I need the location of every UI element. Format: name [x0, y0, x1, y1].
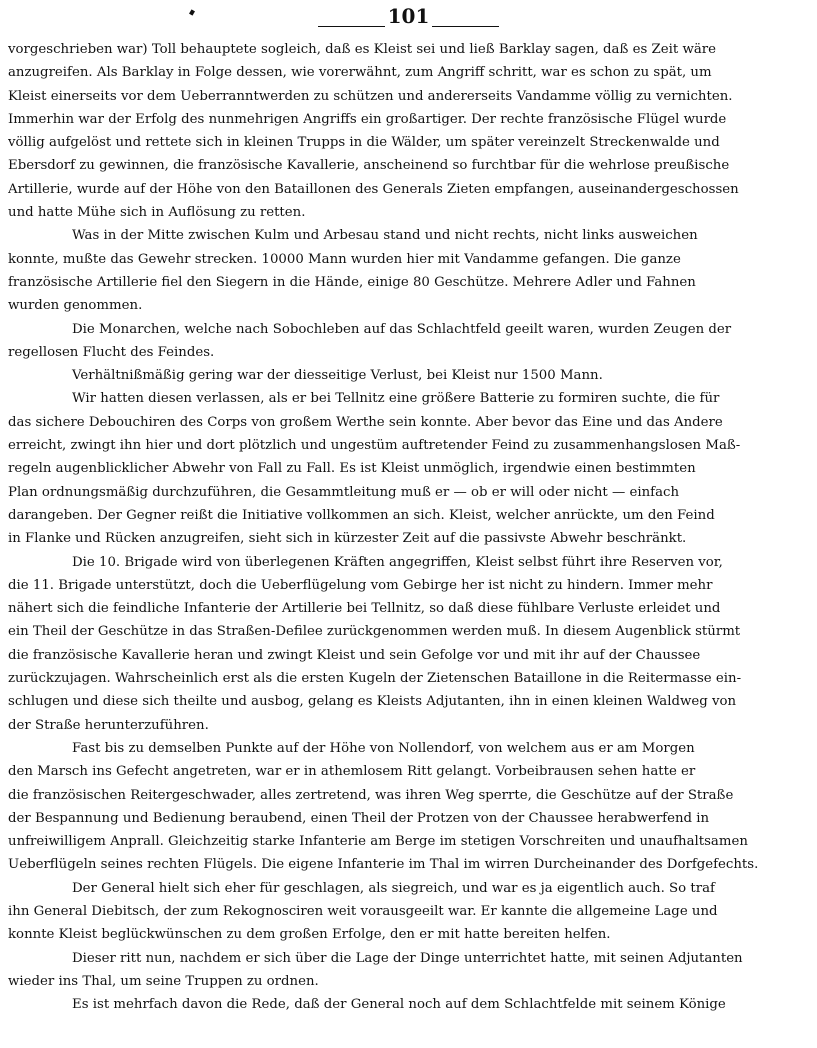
text-line: Ebersdorf zu gewinnen, die französische Kavallerie, anscheinend so furchtbar für die wehrlose preußische [8, 158, 730, 174]
text-line: die 11. Brigade unterstützt, doch die Ueberflügelung vom Gebirge her ist nicht zu hindern. Immer mehr [8, 577, 713, 593]
text-line: Dieser ritt nun, nachdem er sich über die Lage der Dinge unterrichtet hatte, mit seinen Adjutanten [72, 950, 743, 966]
text-line: Artillerie, wurde auf der Höhe von den Bataillonen des Generals Zieten empfangen, auseinandergeschossen [8, 181, 739, 197]
paragraph [8, 947, 809, 994]
text-line: ein Theil der Geschütze in das Straßen-Defilee zurückgenommen werden muß. In diesem Augenblick stürmt [8, 624, 741, 640]
text-line: Ueberflügeln seines rechten Flügels. Die eigene Infanterie im Thal im wirren Durcheinander des Dorfgefechts. [8, 857, 759, 873]
paragraph [8, 38, 809, 224]
text-line: darangeben. Der Gegner reißt die Initiative vollkommen an sich. Kleist, welcher anrückte, um den Feind [8, 507, 715, 523]
text-line: Verhältnißmäßig gering war der diesseitige Verlust, bei Kleist nur 1500 Mann. [72, 368, 603, 384]
text-line: wurden genommen. [8, 298, 143, 314]
text-line: anzugreifen. Als Barklay in Folge dessen, wie vorerwähnt, zum Angriff schritt, war es schon zu spät, um [8, 65, 712, 81]
text-line: in Flanke und Rücken anzugreifen, sieht sich in kürzester Zeit auf die passivste Abwehr beschränkt. [8, 531, 687, 547]
text-line: wieder ins Thal, um seine Truppen zu ordnen. [8, 973, 319, 989]
paragraph [8, 224, 809, 317]
text-line: den Marsch ins Gefecht angetreten, war er in athemlosem Ritt gelangt. Vorbeibrausen sehen hatte er [8, 764, 696, 780]
text-line: schlugen und diese sich theilte und ausbog, gelang es Kleists Adjutanten, ihn in einen kleinen Waldweg von [8, 694, 737, 710]
text-line: völlig aufgelöst und rettete sich in kleinen Trupps in die Wälder, um später vereinzelt Streckenwalde und [8, 135, 720, 151]
text-line: Die Monarchen, welche nach Sobochleben auf das Schlachtfeld geeilt waren, wurden Zeugen der [72, 321, 732, 337]
paragraph [8, 387, 809, 550]
paragraph [8, 877, 809, 947]
paragraph [8, 551, 809, 737]
text-line: regeln augenblicklicher Abwehr von Fall zu Fall. Es ist Kleist unmöglich, irgendwie einen bestimmten [8, 461, 696, 477]
text-line: zurückzujagen. Wahrscheinlich erst als die ersten Kugeln der Zietenschen Bataillone in die Reitermasse ein- [8, 671, 742, 687]
page-number: 101 [387, 4, 430, 28]
text-line: Was in der Mitte zwischen Kulm und Arbesau stand und nicht rechts, nicht links ausweichen [72, 228, 698, 244]
text-line: Plan ordnungsmäßig durchzuführen, die Gesammtleitung muß er — ob er will oder nicht — einfach [8, 484, 680, 500]
text-line: der Bespannung und Bedienung beraubend, einen Theil der Protzen von der Chaussee herabwerfend in [8, 810, 710, 826]
text-line: Die 10. Brigade wird von überlegenen Kräften angegriffen, Kleist selbst führt ihre Reserven vor, [72, 554, 723, 570]
text-line: ihn General Diebitsch, der zum Rekognosciren weit vorausgeeilt war. Er kannte die allgemeine Lage und [8, 903, 718, 919]
text-line: französische Artillerie fiel den Siegern in die Hände, einige 80 Geschütze. Mehrere Adler und Fahnen [8, 274, 696, 290]
text-line: das sichere Debouchiren des Corps von großem Werthe sein konnte. Aber bevor das Eine und das Andere [8, 414, 723, 430]
paragraph [8, 737, 809, 877]
paragraph [8, 364, 809, 387]
text-line: konnte Kleist beglückwünschen zu dem großen Erfolge, den er mit hatte bereiten helfen. [8, 927, 611, 943]
header-rule-left [318, 26, 385, 27]
text-line: der Straße herunterzuführen. [8, 717, 209, 733]
body-text [8, 38, 809, 1016]
text-line: Immerhin war der Erfolg des nunmehrigen Angriffs ein großartiger. Der rechte französische Flügel wurde [8, 111, 727, 127]
text-line: und hatte Mühe sich in Auflösung zu retten. [8, 205, 306, 221]
text-line: die französischen Reitergeschwader, alles zertretend, was ihren Weg sperrte, die Geschütze auf der Straße [8, 787, 734, 803]
text-line: konnte, mußte das Gewehr strecken. 10000 Mann wurden hier mit Vandamme gefangen. Die ganze [8, 251, 681, 267]
text-line: vorgeschrieben war) Toll behauptete sogleich, daß es Kleist sei und ließ Barklay sagen, daß es Zeit wäre [8, 42, 716, 57]
paragraph [8, 993, 809, 1016]
header-rule-right [432, 26, 499, 27]
text-line: Kleist einerseits vor dem Ueberranntwerden zu schützen und andererseits Vandamme völlig zu vernichten. [8, 88, 733, 104]
text-line: nähert sich die feindliche Infanterie der Artillerie bei Tellnitz, so daß diese fühlbare Verluste erleidet und [8, 601, 721, 617]
text-line: unfreiwilligem Anprall. Gleichzeitig starke Infanterie am Berge im stetigen Vorschreiten und unaufhaltsamen [8, 834, 748, 850]
text-line: Wir hatten diesen verlassen, als er bei Tellnitz eine größere Batterie zu formiren suchte, die für [72, 391, 720, 407]
text-line: Fast bis zu demselben Punkte auf der Höhe von Nollendorf, von welchem aus er am Morgen [72, 740, 695, 756]
text-line: Der General hielt sich eher für geschlagen, als siegreich, und war es ja eigentlich auch. So traf [72, 880, 715, 896]
text-line: Es ist mehrfach davon die Rede, daß der General noch auf dem Schlachtfelde mit seinem Könige [72, 997, 726, 1013]
page-header [0, 2, 817, 32]
text-line: erreicht, zwingt ihn hier und dort plötzlich und ungestüm auftretender Feind zu zusammenhangslosen Maß- [8, 438, 741, 454]
paragraph [8, 318, 809, 365]
text-line: die französische Kavallerie heran und zwingt Kleist und sein Gefolge vor und mit ihr auf der Chaussee [8, 647, 701, 663]
text-line: regellosen Flucht des Feindes. [8, 344, 215, 360]
